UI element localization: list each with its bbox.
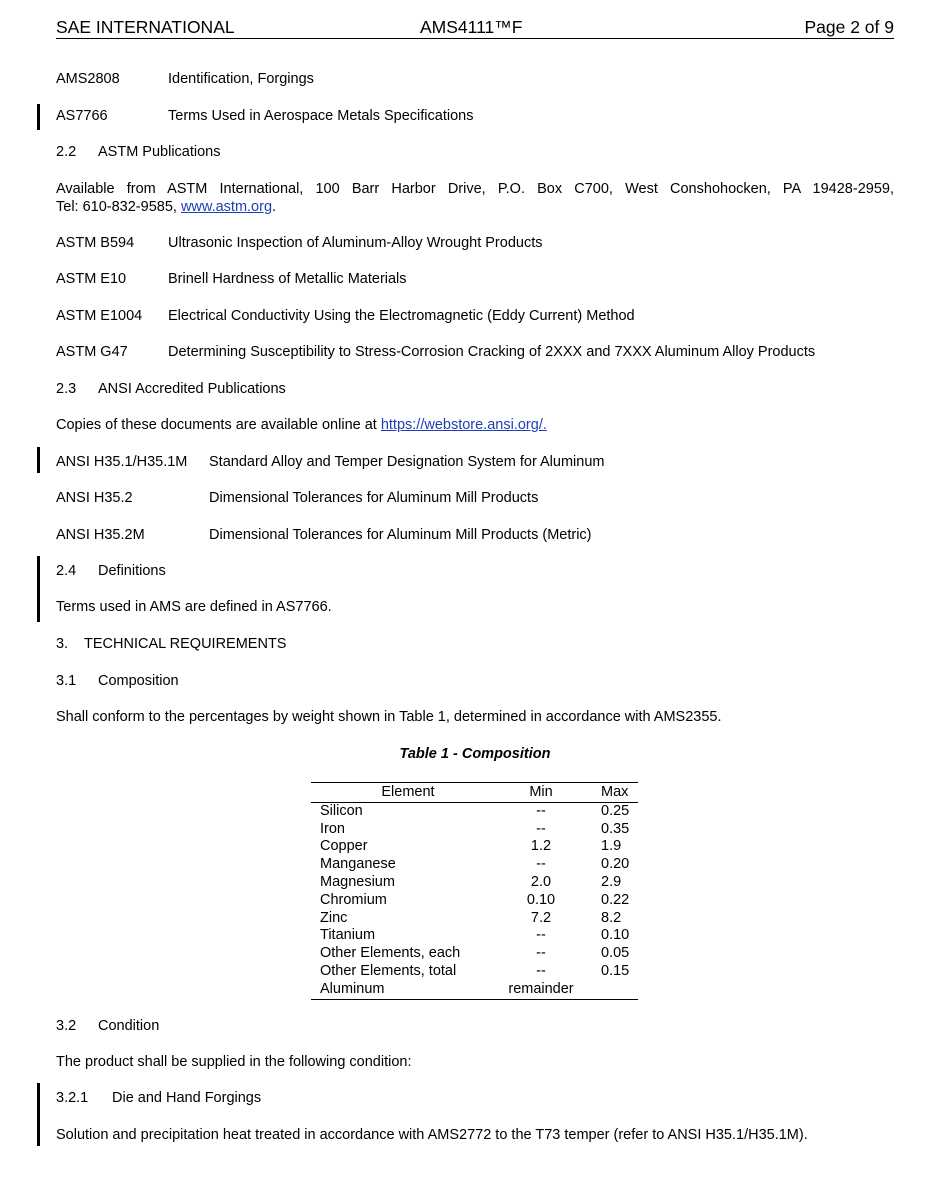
- cell-min: --: [536, 927, 546, 944]
- ansi-webstore-link[interactable]: https://webstore.ansi.org/.: [380, 417, 547, 433]
- cell-max: 0.35: [601, 820, 630, 837]
- paragraph: Solution and precipitation heat treated in accordance with AMS2772 to the T73 temper (refer to ANSI H35.1/H35.1M).: [56, 1127, 808, 1143]
- cell-element: Aluminum: [311, 981, 496, 999]
- ref-code: ASTM E10: [56, 271, 127, 287]
- cell-max: 0.05: [601, 945, 630, 962]
- header-page-number: Page 2 of 9: [804, 17, 894, 37]
- cell-max: 0.20: [601, 856, 630, 873]
- cell-element: Titanium: [320, 927, 376, 944]
- table-row: [311, 981, 638, 999]
- table-row: [311, 874, 638, 892]
- table-row: [311, 910, 638, 928]
- ref-title: Identification, Forgings: [168, 71, 314, 87]
- cell-min: --: [536, 945, 546, 962]
- cell-element: Other Elements, each: [320, 945, 461, 962]
- cell-element: Chromium: [320, 891, 387, 908]
- table-row: [311, 856, 638, 874]
- section-title: Composition: [98, 673, 179, 689]
- header-publisher: SAE INTERNATIONAL: [56, 17, 235, 37]
- table-row: [311, 838, 638, 856]
- ref-title: Determining Susceptibility to Stress-Corrosion Cracking of 2XXX and 7XXX Aluminum Alloy Products: [168, 344, 816, 360]
- section-title: ASTM Publications: [98, 144, 221, 160]
- ref-code: ANSI H35.2M: [56, 527, 145, 543]
- ref-code: ASTM G47: [56, 344, 128, 360]
- cell-element: Magnesium: [320, 873, 395, 890]
- table-row: [311, 927, 638, 945]
- section-number: 3.2.1: [56, 1090, 89, 1106]
- change-bar: [37, 1083, 40, 1146]
- section-number: 2.2: [56, 144, 77, 160]
- ref-code: ASTM B594: [56, 235, 135, 251]
- cell-min: 2.0: [530, 873, 552, 890]
- page-header: [56, 17, 894, 39]
- cell-max: 1.9: [601, 838, 622, 855]
- cell-max: [586, 981, 638, 999]
- ref-title: Dimensional Tolerances for Aluminum Mill Products: [209, 490, 539, 506]
- section-number: 3.: [56, 636, 69, 652]
- table-row: [311, 963, 638, 981]
- ref-title: Dimensional Tolerances for Aluminum Mill Products (Metric): [209, 527, 592, 543]
- composition-table: [311, 782, 638, 1000]
- paragraph-line: [56, 417, 547, 433]
- cell-min: --: [536, 820, 546, 837]
- cell-min: 7.2: [530, 909, 552, 926]
- section-title: Definitions: [98, 563, 166, 579]
- cell-max: 2.9: [601, 873, 622, 890]
- table-row: [311, 945, 638, 963]
- section-title: Condition: [98, 1018, 160, 1034]
- paragraph: The product shall be supplied in the following condition:: [56, 1054, 412, 1070]
- ref-code: ANSI H35.2: [56, 490, 133, 506]
- astm-link[interactable]: www.astm.org: [180, 199, 273, 215]
- cell-min: remainder: [496, 981, 586, 999]
- section-title: ANSI Accredited Publications: [98, 381, 286, 397]
- ref-code: AMS2808: [56, 71, 120, 87]
- change-bar: [37, 447, 40, 473]
- cell-max: 0.15: [601, 962, 630, 979]
- paragraph: Shall conform to the percentages by weight shown in Table 1, determined in accordance with AMS2355.: [56, 709, 722, 725]
- ref-code: ANSI H35.1/H35.1M: [56, 454, 188, 470]
- paragraph: Terms used in AMS are defined in AS7766.: [56, 599, 332, 615]
- ref-title: Standard Alloy and Temper Designation System for Aluminum: [209, 454, 605, 470]
- ref-title: Brinell Hardness of Metallic Materials: [168, 271, 407, 287]
- column-header-element: Element: [311, 783, 496, 803]
- cell-max: 0.10: [601, 927, 630, 944]
- section-number: 3.1: [56, 673, 77, 689]
- paragraph-text: .: [272, 199, 277, 215]
- cell-element: Manganese: [320, 856, 396, 873]
- cell-element: Copper: [320, 838, 368, 855]
- column-header-max: Max: [586, 783, 638, 803]
- ref-title: Terms Used in Aerospace Metals Specifications: [168, 108, 474, 124]
- cell-max: 0.25: [601, 802, 630, 819]
- header-doc-number: AMS4111™F: [420, 17, 523, 37]
- cell-element: Silicon: [320, 802, 363, 819]
- table-header-row: [311, 783, 638, 803]
- cell-element: Other Elements, total: [320, 962, 457, 979]
- column-header-min: Min: [496, 783, 586, 803]
- section-number: 3.2: [56, 1018, 77, 1034]
- cell-element: Iron: [320, 820, 345, 837]
- paragraph-text: Copies of these documents are available online at: [56, 417, 381, 433]
- table-row: [311, 802, 638, 820]
- ref-code: AS7766: [56, 108, 108, 124]
- section-number: 2.3: [56, 381, 77, 397]
- ref-title: Electrical Conductivity Using the Electromagnetic (Eddy Current) Method: [168, 308, 635, 324]
- cell-max: 0.22: [601, 891, 630, 908]
- cell-min: --: [536, 802, 546, 819]
- section-title: Die and Hand Forgings: [112, 1090, 262, 1106]
- cell-min: --: [536, 856, 546, 873]
- change-bar: [37, 104, 40, 130]
- paragraph-text: Tel: 610-832-9585,: [56, 199, 181, 215]
- cell-max: 8.2: [601, 909, 622, 926]
- paragraph: Available from ASTM International, 100 Barr Harbor Drive, P.O. Box C700, West Conshohocken, PA 19428-2959,: [56, 181, 894, 197]
- ref-title: Ultrasonic Inspection of Aluminum-Alloy Wrought Products: [168, 235, 543, 251]
- table-title: Table 1 - Composition: [399, 746, 551, 762]
- cell-element: Zinc: [320, 909, 348, 926]
- cell-min: --: [536, 962, 546, 979]
- change-bar: [37, 556, 40, 622]
- ref-code: ASTM E1004: [56, 308, 143, 324]
- section-number: 2.4: [56, 563, 77, 579]
- paragraph-line: [56, 199, 276, 215]
- cell-min: 0.10: [526, 891, 556, 908]
- cell-min: 1.2: [530, 838, 552, 855]
- section-title: TECHNICAL REQUIREMENTS: [84, 636, 287, 652]
- table-row: [311, 821, 638, 839]
- table-row: [311, 892, 638, 910]
